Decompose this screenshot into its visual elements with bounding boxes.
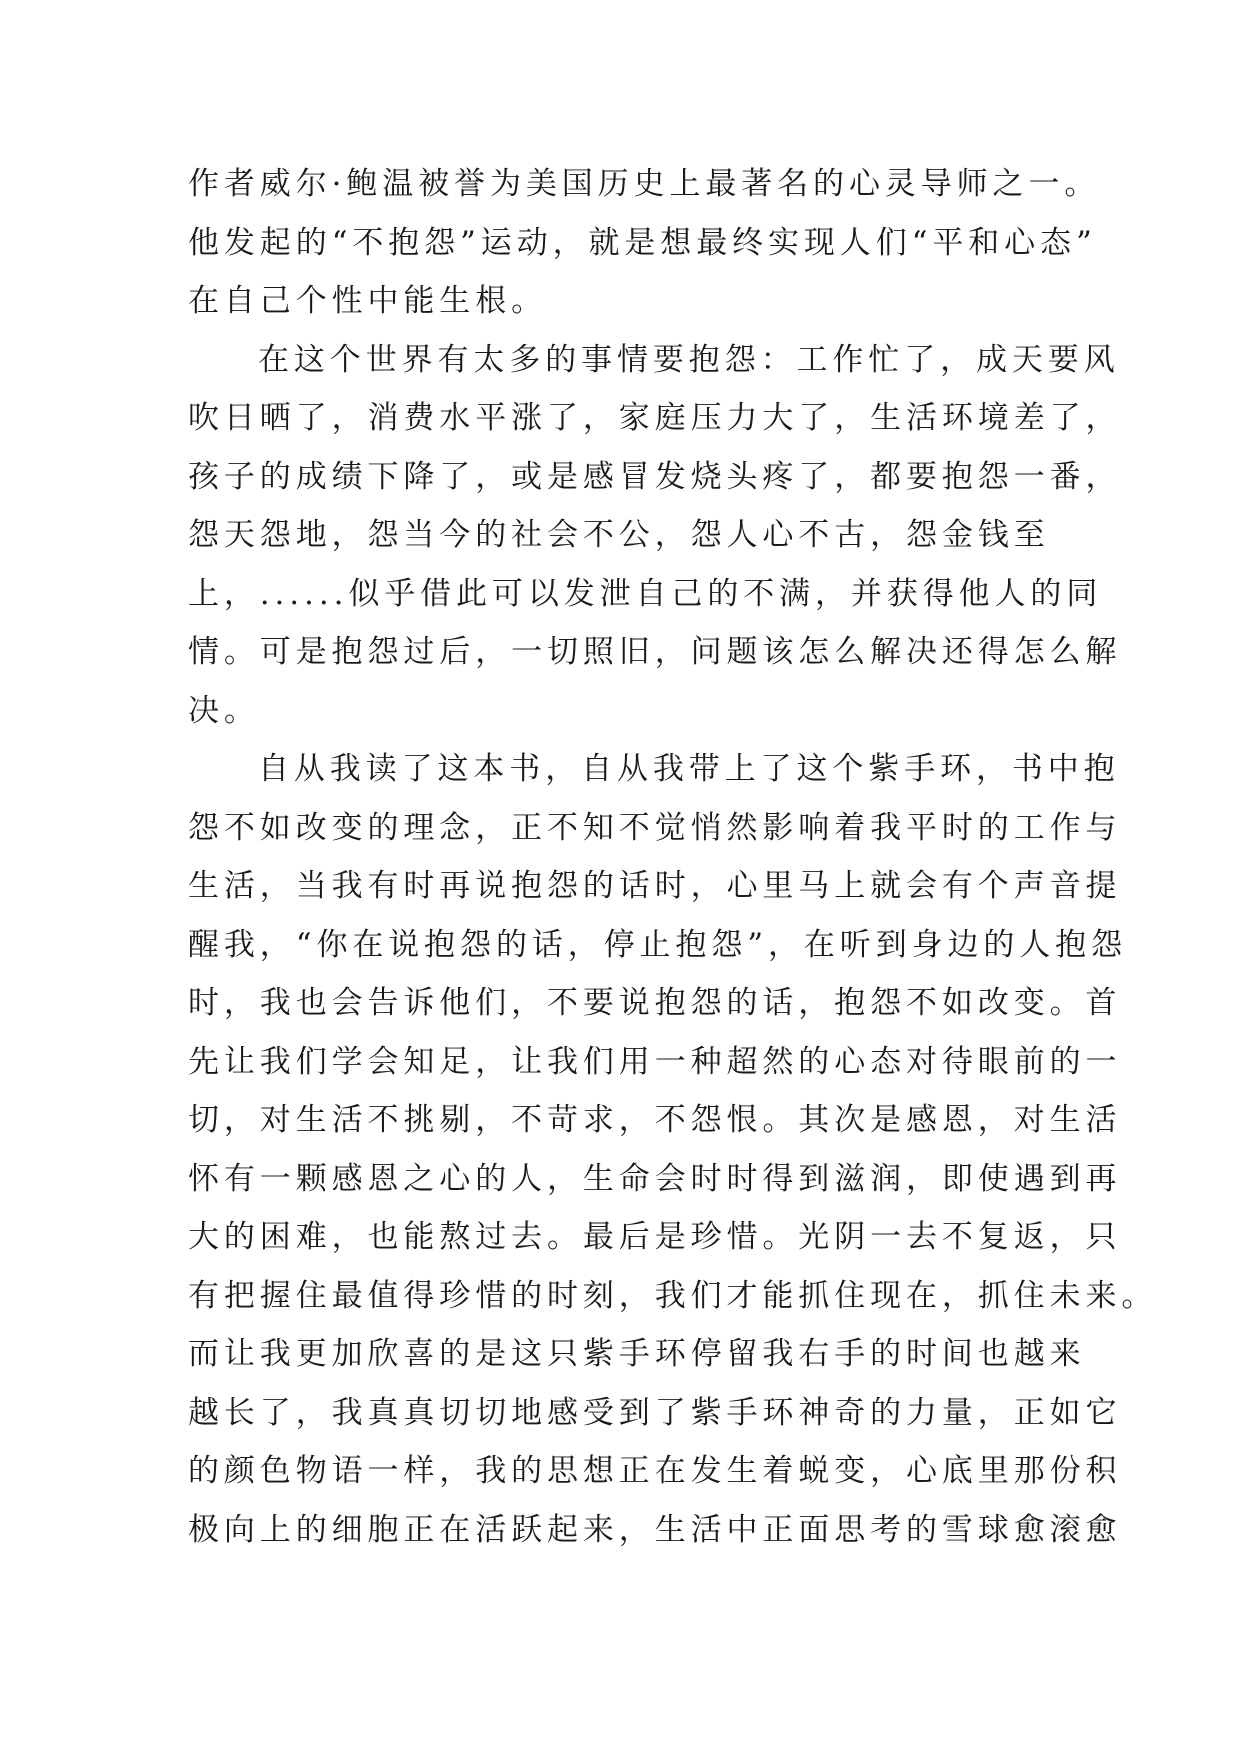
text-line: 吹日晒了，消费水平涨了，家庭压力大了，生活环境差了， (188, 400, 1122, 436)
text-line: 的颜色物语一样，我的思想正在发生着蜕变，心底里那份积 (188, 1453, 1122, 1489)
text-line: 在这个世界有太多的事情要抱怨：工作忙了，成天要风 (258, 341, 1120, 378)
text-line: 切，对生活不挑剔，不苛求，不怨恨。其次是感恩，对生活 (188, 1102, 1122, 1138)
text-line: 先让我们学会知足，让我们用一种超然的心态对待眼前的一 (188, 1043, 1122, 1080)
text-line: 有把握住最值得珍惜的时刻，我们才能抓住现在，抓住未来。 (188, 1277, 1158, 1314)
paragraph-2 (188, 331, 1122, 741)
text-line: 醒我，“你在说抱怨的话，停止抱怨”，在听到身边的人抱怨 (188, 926, 1127, 963)
text-line: 决。 (188, 692, 260, 729)
text-line: 极向上的细胞正在活跃起来，生活中正面思考的雪球愈滚愈 (188, 1511, 1122, 1548)
text-line: 情。可是抱怨过后，一切照旧，问题该怎么解决还得怎么解 (188, 634, 1122, 670)
text-line: 在自己个性中能生根。 (188, 283, 547, 319)
text-line: 怀有一颗感恩之心的人，生命会时时得到滋润，即使遇到再 (188, 1160, 1122, 1197)
paragraph-3 (188, 740, 1158, 1559)
text-line: 上，......似乎借此可以发泄自己的不满，并获得他人的同 (188, 575, 1103, 612)
text-line: 大的困难，也能熬过去。最后是珍惜。光阴一去不复返，只 (188, 1219, 1122, 1255)
text-line: 生活，当我有时再说抱怨的话时，心里马上就会有个声音提 (188, 868, 1122, 904)
text-line: 时，我也会告诉他们，不要说抱怨的话，抱怨不如改变。首 (188, 985, 1122, 1021)
text-line: 怨天怨地，怨当今的社会不公，怨人心不古，怨金钱至 (188, 517, 1050, 553)
text-line: 而让我更加欣喜的是这只紫手环停留我右手的时间也越来 (188, 1336, 1086, 1372)
paragraph-1 (188, 155, 1101, 331)
text-line: 自从我读了这本书，自从我带上了这个紫手环，书中抱 (258, 751, 1120, 787)
document-body (188, 155, 1158, 1559)
text-line: 怨不如改变的理念，正不知不觉悄然影响着我平时的工作与 (188, 809, 1122, 846)
text-line: 作者威尔·鲍温被誉为美国历史上最著名的心灵导师之一。 (188, 166, 1101, 202)
text-line: 他发起的“不抱怨”运动，就是想最终实现人们“平和心态” (188, 224, 1097, 261)
text-line: 孩子的成绩下降了，或是感冒发烧头疼了，都要抱怨一番， (188, 458, 1122, 495)
text-line: 越长了，我真真切切地感受到了紫手环神奇的力量，正如它 (188, 1394, 1122, 1431)
